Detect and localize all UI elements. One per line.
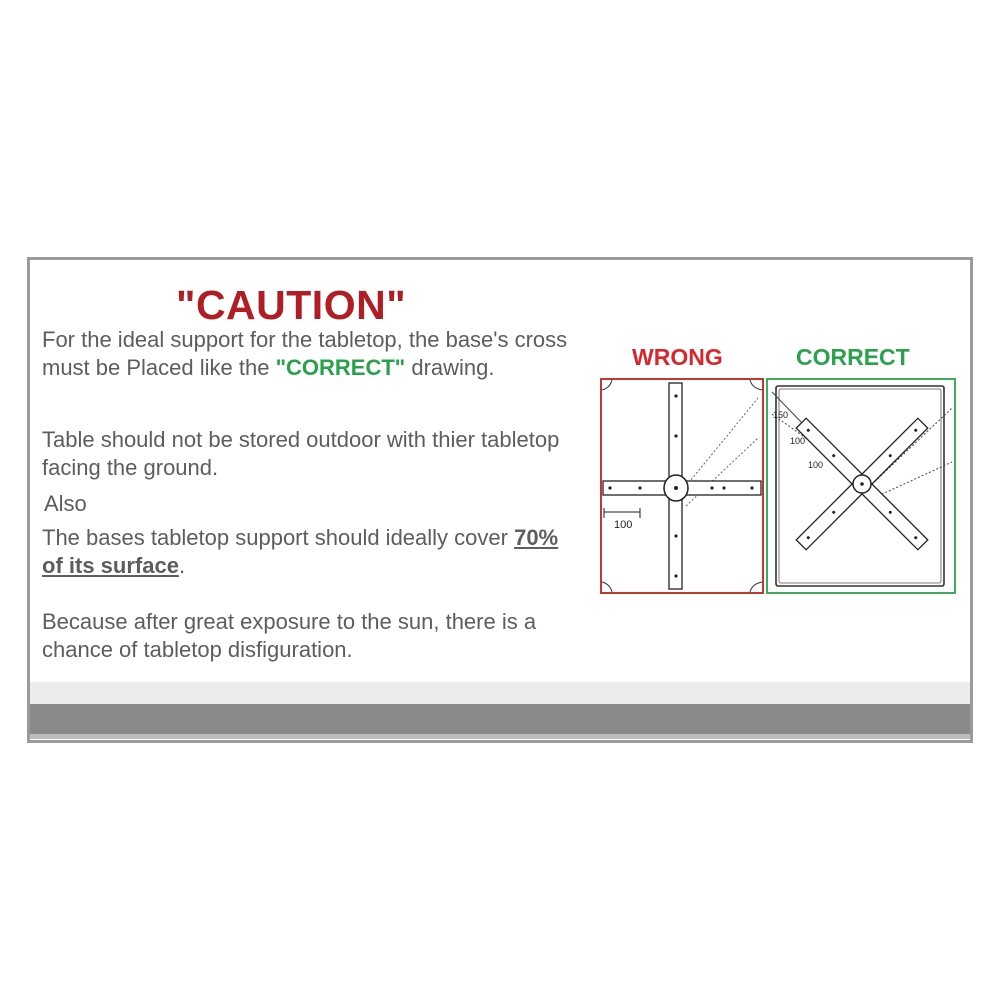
correct-dimension-150: 150 (773, 410, 789, 420)
storage-warning: Table should not be stored outdoor with thier tabletop facing the ground. (42, 427, 560, 480)
placement-instruction-end: drawing. (405, 355, 495, 380)
correct-dimension-100b: 100 (808, 460, 824, 470)
correct-highlight: "CORRECT" (275, 355, 406, 380)
placement-instruction (42, 326, 582, 382)
caution-card (27, 257, 973, 743)
coverage-highlight: 70% of its surface (42, 525, 559, 578)
wrong-dimension-label: 100 (614, 519, 633, 531)
also-label: Also (44, 491, 87, 516)
correct-label: CORRECT (796, 344, 910, 370)
coverage-instruction-text: The bases tabletop support should ideally cover (42, 525, 515, 550)
placement-instruction-text: For the ideal support for the tabletop, the base's cross must be Placed like the (42, 327, 568, 380)
caution-title: "CAUTION" (176, 282, 407, 328)
coverage-instruction-end: . (178, 553, 186, 578)
footer-band-dark (30, 704, 970, 739)
correct-dimension-100a: 100 (790, 436, 806, 446)
footer-band-light (30, 682, 970, 704)
wrong-placement-diagram (600, 378, 764, 594)
sun-exposure-warning: Because after great exposure to the sun, there is a chance of tabletop disfiguration. (42, 609, 537, 662)
correct-placement-diagram (766, 378, 956, 594)
wrong-label: WRONG (632, 344, 723, 370)
coverage-instruction (42, 524, 582, 580)
